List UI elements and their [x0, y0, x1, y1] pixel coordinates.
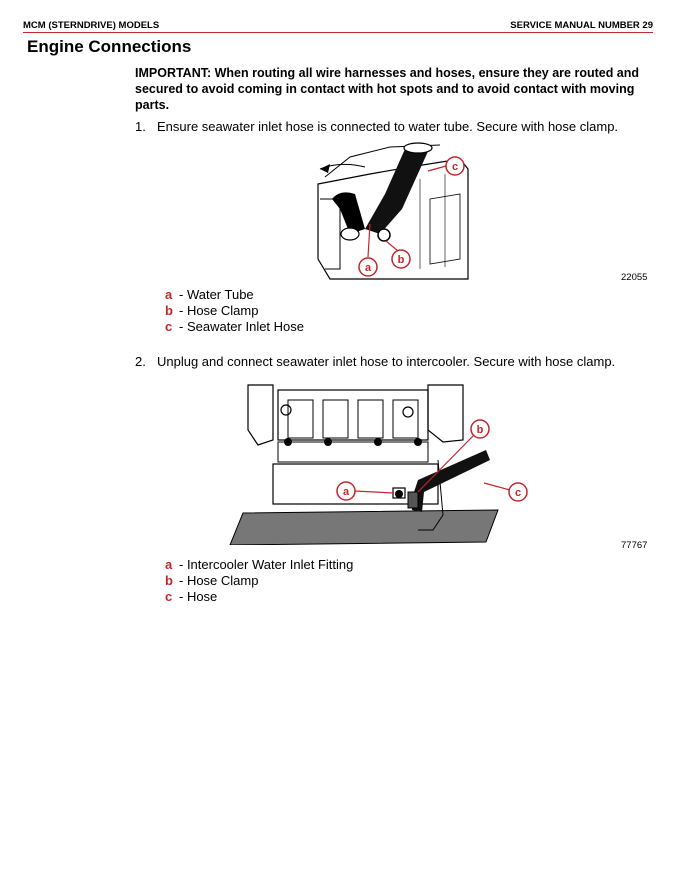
bolt [414, 438, 422, 446]
legend-text: - Intercooler Water Inlet Fitting [179, 557, 354, 572]
bolt [403, 407, 413, 417]
section-title: Engine Connections [27, 37, 192, 56]
legend-text: - Hose Clamp [179, 303, 259, 318]
step-2 [135, 354, 615, 369]
step-1 [135, 119, 618, 134]
cylinder-2 [323, 400, 348, 438]
callout-a-label: a [342, 486, 350, 498]
manifold-right [428, 385, 463, 442]
step-text: Unplug and connect seawater inlet hose to intercooler. Secure with hose clamp. [157, 354, 616, 369]
legend-step-1 [165, 287, 304, 335]
legend-item [165, 557, 353, 573]
callout-c-leader [484, 483, 510, 490]
cylinder-4 [393, 400, 418, 438]
header-rule [23, 32, 653, 33]
base-plate [230, 510, 498, 545]
legend-text: - Hose [179, 589, 218, 604]
engine-block-upper [278, 390, 428, 440]
bolt [324, 438, 332, 446]
hose-clamp-shape [378, 229, 390, 241]
header-model: MCM (STERNDRIVE) MODELS [23, 20, 160, 31]
callout-b-label: b [397, 254, 405, 266]
hose-shape [412, 450, 490, 512]
step-number: 2. [135, 354, 146, 369]
legend-text: - Water Tube [179, 287, 254, 302]
figure-intercooler-connection [228, 380, 530, 545]
legend-letter: a [165, 557, 173, 572]
hose-opening [404, 143, 432, 153]
figure-id: 22055 [621, 272, 648, 283]
page-header [23, 17, 653, 33]
legend-item [165, 319, 304, 335]
legend-letter: a [165, 287, 173, 302]
step-number: 1. [135, 119, 146, 134]
legend-item [165, 287, 304, 303]
header-manual-number: SERVICE MANUAL NUMBER 29 [510, 20, 653, 31]
callout-b-leader [386, 241, 398, 251]
legend-letter: c [165, 589, 173, 604]
legend-letter: b [165, 573, 173, 588]
bolt [281, 405, 291, 415]
bolt [284, 438, 292, 446]
legend-text: - Hose Clamp [179, 573, 259, 588]
callout-c-label: c [514, 487, 522, 499]
callout-a-leader [354, 491, 394, 493]
bolt [374, 438, 382, 446]
arrow-guide-head [320, 164, 330, 173]
legend-text: - Seawater Inlet Hose [179, 319, 305, 334]
legend-letter: b [165, 303, 173, 318]
fitting-center [395, 490, 403, 498]
engine-bracket [320, 199, 340, 269]
legend-item [165, 589, 353, 605]
engine-block-mid [278, 442, 428, 462]
legend-item [165, 303, 304, 319]
callout-c-leader [428, 166, 446, 171]
hose-clamp-shape [408, 492, 418, 508]
step-text: Ensure seawater inlet hose is connected to water tube. Secure with hose clamp. [157, 119, 619, 134]
important-note: IMPORTANT: When routing all wire harnesses and hoses, ensure they are routed and secured to avoid coming in contact with hot spots and to avoid contact with moving parts. [135, 66, 640, 112]
callout-c-label: c [451, 161, 459, 173]
figure-id: 77767 [621, 540, 648, 551]
legend-step-2 [165, 557, 353, 605]
cylinder-3 [358, 400, 383, 438]
legend-letter: c [165, 319, 173, 334]
figure-water-tube-connection [310, 139, 470, 284]
cylinder-1 [288, 400, 313, 438]
engine-ribs [420, 174, 445, 269]
callout-a-label: a [364, 262, 372, 274]
callout-b-label: b [476, 424, 484, 436]
legend-item [165, 573, 353, 589]
manifold-left [248, 385, 273, 445]
water-tube-end [341, 228, 359, 240]
